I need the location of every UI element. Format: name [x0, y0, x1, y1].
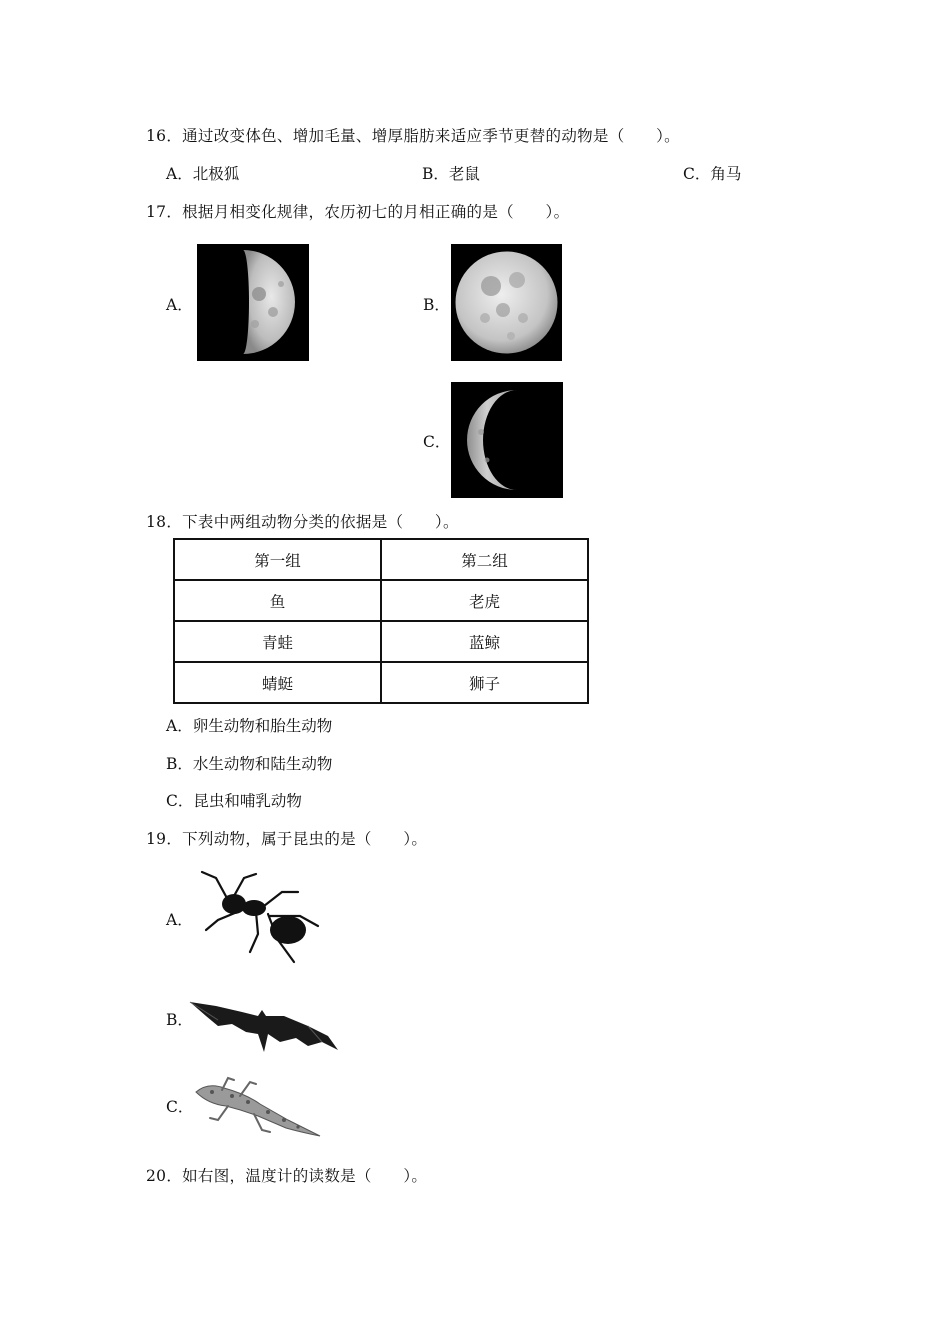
q17-option-c[interactable]: C．	[423, 433, 451, 451]
q17-option-b[interactable]: B．	[423, 296, 450, 314]
question-18-stem: 18．下表中两组动物分类的依据是（ ）。	[146, 513, 459, 531]
table-cell: 青蛙	[174, 621, 381, 662]
q18-option-c[interactable]: C．昆虫和哺乳动物	[166, 792, 302, 810]
table-header-group-2: 第二组	[381, 539, 588, 580]
table-cell: 蜻蜓	[174, 662, 381, 703]
animal-group-table	[173, 538, 589, 704]
table-cell: 鱼	[174, 580, 381, 621]
q18-option-a[interactable]: A．卵生动物和胎生动物	[166, 717, 333, 735]
q16-option-a[interactable]: A．北极狐	[166, 165, 240, 183]
table-cell: 老虎	[381, 580, 588, 621]
q16-option-c[interactable]: C．角马	[683, 165, 742, 183]
full-moon-icon[interactable]	[451, 244, 562, 361]
question-17-stem: 17．根据月相变化规律，农历初七的月相正确的是（ ）。	[146, 203, 570, 221]
q19-option-c[interactable]: C．	[166, 1098, 194, 1116]
table-row	[174, 580, 588, 621]
question-16-stem: 16．通过改变体色、增加毛量、增厚脂肪来适应季节更替的动物是（ ）。	[146, 127, 680, 145]
q18-option-b[interactable]: B．水生动物和陆生动物	[166, 755, 333, 773]
gecko-icon[interactable]	[188, 1076, 322, 1142]
q19-option-b[interactable]: B．	[166, 1011, 193, 1029]
waning-crescent-moon-icon[interactable]	[451, 382, 563, 498]
q17-option-a[interactable]: A．	[166, 296, 193, 314]
table-row	[174, 662, 588, 703]
table-row	[174, 621, 588, 662]
table-row	[174, 539, 588, 580]
bat-icon[interactable]	[188, 998, 340, 1054]
table-header-group-1: 第一组	[174, 539, 381, 580]
q19-option-a[interactable]: A．	[166, 911, 193, 929]
table-cell: 蓝鲸	[381, 621, 588, 662]
table-cell: 狮子	[381, 662, 588, 703]
q16-option-b[interactable]: B．老鼠	[422, 165, 480, 183]
ant-icon[interactable]	[198, 870, 322, 966]
question-19-stem: 19．下列动物，属于昆虫的是（ ）。	[146, 830, 428, 848]
question-20-stem: 20．如右图，温度计的读数是（ ）。	[146, 1167, 428, 1185]
first-quarter-moon-icon[interactable]	[197, 244, 309, 361]
